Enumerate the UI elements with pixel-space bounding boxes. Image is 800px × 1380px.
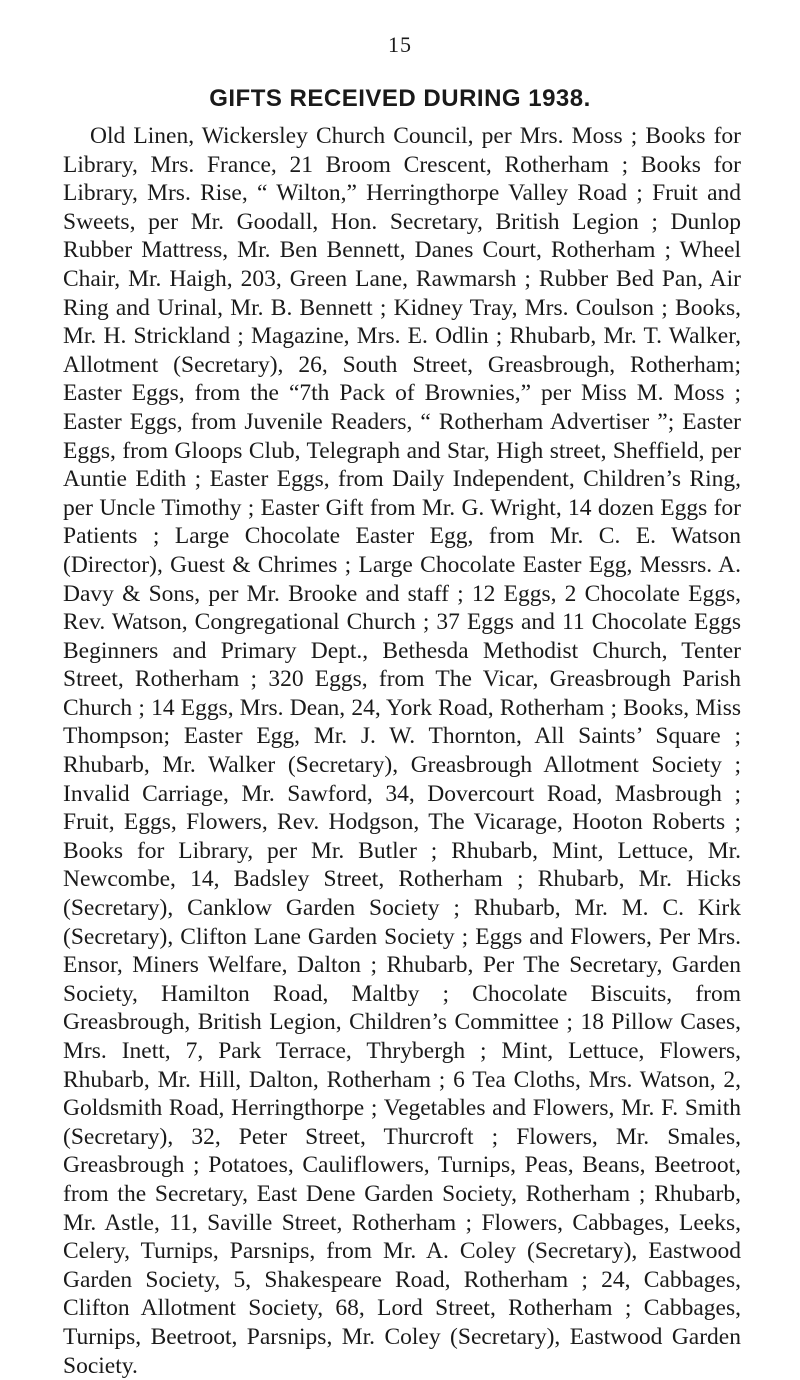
gifts-paragraph: Old Linen, Wickersley Church Council, per Mrs. Moss ; Books for Library, Mrs. France, 21 Broom Crescent, Rotherham ; Books for Library, Mrs. Rise, “ Wilton,” Herringthorpe Valley Road ; Fruit and Sweets, per Mr. Goodall, Hon. Secretary, British Legion ; Dunlop Rubber Mattress, Mr. Ben Bennett, Danes Court, Rotherham ; Wheel Chair, Mr. Haigh, 203, Green Lane, Rawmarsh ; Rubber Bed Pan, Air Ring and Urinal, Mr. B. Bennett ; Kidney Tray, Mrs. Coulson ; Books, Mr. H. Strickland ; Magazine, Mrs. E. Odlin ; Rhubarb, Mr. T. Walker, Allotment (Secretary), 26, South Street, Greasbrough, Rotherham; Easter Eggs, from the “7th Pack of Brownies,” per Miss M. Moss ; Easter Eggs, from Juvenile Readers, “ Rotherham Advertiser ”; Easter Eggs, from Gloops Club, Telegraph and Star, High street, Sheffield, per Auntie Edith ; Easter Eggs, from Daily Independent, Children’s Ring, per Uncle Timothy ; Easter Gift from Mr. G. Wright, 14 dozen Eggs for Patients ; Large Chocolate Easter Egg, from Mr. C. E. Watson (Director), Guest & Chrimes ; Large Chocolate Easter Egg, Messrs. A. Davy & Sons, per Mr. Brooke and staff ; 12 Eggs, 2 Chocolate Eggs, Rev. Watson, Congregational Church ; 37 Eggs and 11 Chocolate Eggs Beginners and Primary Dept., Bethesda Methodist Church, Tenter Street, Rotherham ; 320 Eggs, from The Vicar, Greasbrough Parish Church ; 14 Eggs, Mrs. Dean, 24, York Road, Rotherham ; Books, Miss Thompson; Easter Egg, Mr. J. W. Thornton, All Saints’ Square ; Rhubarb, Mr. Walker (Secretary), Greasbrough Allotment Society ; Invalid Carriage, Mr. Sawford, 34, Dovercourt Road, Masbrough ; Fruit, Eggs, Flowers, Rev. Hodgson, The Vicarage, Hooton Roberts ; Books for Library, per Mr. Butler ; Rhubarb, Mint, Lettuce, Mr. Newcombe, 14, Badsley Street, Rotherham ; Rhubarb, Mr. Hicks (Secretary), Canklow Garden Society ; Rhubarb, Mr. M. C. Kirk (Secretary), Clifton Lane Garden Society ; Eggs and Flowers, Per Mrs. Ensor, Miners Welfare, Dalton ; Rhubarb, Per The Secretary, Garden Society, Hamilton Road, Maltby ; Chocolate Biscuits, from Greasbrough, British Legion, Children’s Committee ; 18 Pillow Cases, Mrs. Inett, 7, Park Terrace, Thrybergh ; Mint, Lettuce, Flowers, Rhubarb, Mr. Hill, Dalton, Rotherham ; 6 Tea Cloths, Mrs. Watson, 2, Goldsmith Road, Herringthorpe ; Vegetables and Flowers, Mr. F. Smith (Secretary), 32, Peter Street, Thurcroft ; Flowers, Mr. Smales, Greasbrough ; Potatoes, Cauliflowers, Turnips, Peas, Beans, Beetroot, from the Secretary, East Dene Garden Society, Rotherham ; Rhubarb, Mr. Astle, 11, Saville Street, Rotherham ; Flowers, Cabbages, Leeks, Celery, Turnips, Parsnips, from Mr. A. Coley (Secretary), Eastwood Garden Society, 5, Shakespeare Road, Rotherham ; 24, Cabbages, Clifton Allotment Society, 68, Lord Street, Rotherham ; Cabbages, Turnips, Beetroot, Parsnips, Mr. Coley (Secretary), Eastwood Garden Society. [63,123,741,1379]
page-heading: GIFTS RECEIVED DURING 1938. [209,85,591,112]
page-number: 15 [388,32,412,57]
